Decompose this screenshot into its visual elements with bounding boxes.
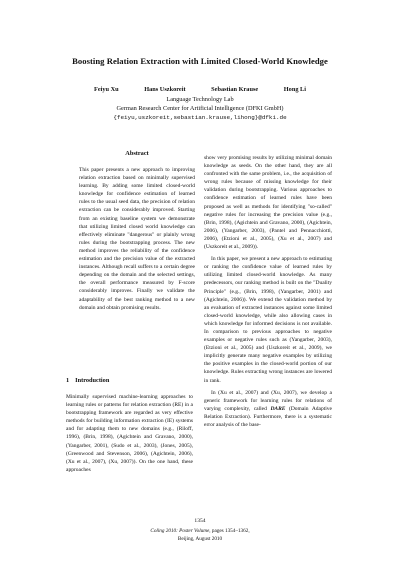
system-name: DARE: [270, 405, 286, 412]
author-name: Hong Li: [283, 86, 307, 93]
author-name: Hans Uszkoreit: [144, 86, 186, 93]
section-number: 1: [66, 377, 70, 384]
paragraph: [204, 389, 332, 429]
paragraph: show very promising results by utilizing minimal domain knowledge as seeds. On the other hand, they are all confronted with the same problem, i.e., the acquisition of wrong rules because of missing knowledge for their validation during bootstrapping. Various approaches to confidence estimation of learned rules have been proposed as well as methods for identifying "so-called" negative rules for increasing the precision value (e.g., (Brin, 1998), (Agichtein and Gravano, 2000), (Agichtein, 2006), (Yangarber, 2003), (Pantel and Pennacchiotti, 2006), (Etzioni et al., 2005), (Xu et al., 2007) and (Uszkoreit et al., 2009)).: [204, 155, 332, 251]
author-name: Feiyu Xu: [93, 86, 119, 93]
paragraph-text: In (Xu et al., 2007) and (Xu, 2007), we develop a generic framework for learning rules for relations of varying complexity, called: [204, 389, 332, 412]
section-heading: [66, 377, 109, 384]
affiliation-lab: Language Technology Lab: [166, 96, 234, 103]
venue-pages: , pages 1354–1362,: [209, 528, 250, 534]
paragraph-text: (Domain Adaptive Relation Extraction). Furthermore, there is a systematic error analysis of the base-: [204, 405, 332, 428]
affiliation-institute: German Research Center for Artificial Intelligence (DFKI GmbH): [116, 105, 284, 112]
venue-line: [0, 528, 400, 534]
introduction-text: Minimally supervised machine-learning approaches to learning rules or patterns for relation extraction (RE) in a bootstrapping framework are regarded as very effective methods for building information extraction (IE) systems and for adapting them to new domains (e.g., (Riloff, 1996), (Brin, 1998), (Agichtein and Gravano, 2000), (Yangarber, 2001), (Sudo et al., 2003), (Jones, 2005), (Greenwood and Stevenson, 2006), (Agichtein, 2006), (Xu et al., 2007), (Xu, 2007)). On the one hand, these approaches: [66, 394, 193, 473]
abstract-text: This paper presents a new approach to improving relation extraction based on minimally supervised learning. By adding some limited closed-world knowledge for confidence estimation of learned rules to the usual seed data, the precision of relation extraction can be considerably improved. Starting from an existing baseline system we demonstrate that utilizing limited closed world knowledge can effectively eliminate "dangerous" or plainly wrong rules during the bootstrapping process. The new method improves the reliability of the confidence estimation and the precision value of the extracted instances. Although recall suffers to a certain degree depending on the domain and the selected settings, the overall performance measured by F-score considerably improves. Finally we validate the adaptability of the best ranking method to a new domain and obtain promising results.: [79, 167, 195, 311]
author-emails: {feiyu,uszkoreit,sebastian.krause,lihong}@dfki.de: [113, 114, 287, 121]
page-number: 1354: [194, 518, 206, 524]
abstract-heading: Abstract: [125, 150, 149, 157]
author-list: [0, 86, 400, 93]
section-title: Introduction: [75, 377, 110, 384]
venue-place: Beijing, August 2010: [177, 536, 223, 542]
paragraph: In this paper, we present a new approach to estimating or ranking the confidence value of learned rules by utilizing limited closed-world knowledge. As many predecessors, our ranking method is built on the "Duality Principle" (e.g., (Brin, 1998), (Yangarber, 2001) and (Agichtein, 2006)). We extend the validation method by an evaluation of extracted instances against some limited closed-world knowledge, while also allowing cases in which knowledge for informed decisions is not available. In comparison to previous approaches to negative examples or negative rules such as (Yangarber, 2003), (Etzioni et al., 2005) and (Uszkoreit et al., 2009), we implicitly generate many negative examples by utilizing the positive examples in the closed-world portion of our knowledge. Rules extracting wrong instances are lowered in rank.: [204, 256, 332, 384]
right-column: [204, 154, 332, 433]
venue-name: Coling 2010: Poster Volume: [150, 528, 210, 534]
paper-title: Boosting Relation Extraction with Limited Closed-World Knowledge: [72, 56, 328, 66]
author-name: Sebastian Krause: [211, 86, 259, 93]
